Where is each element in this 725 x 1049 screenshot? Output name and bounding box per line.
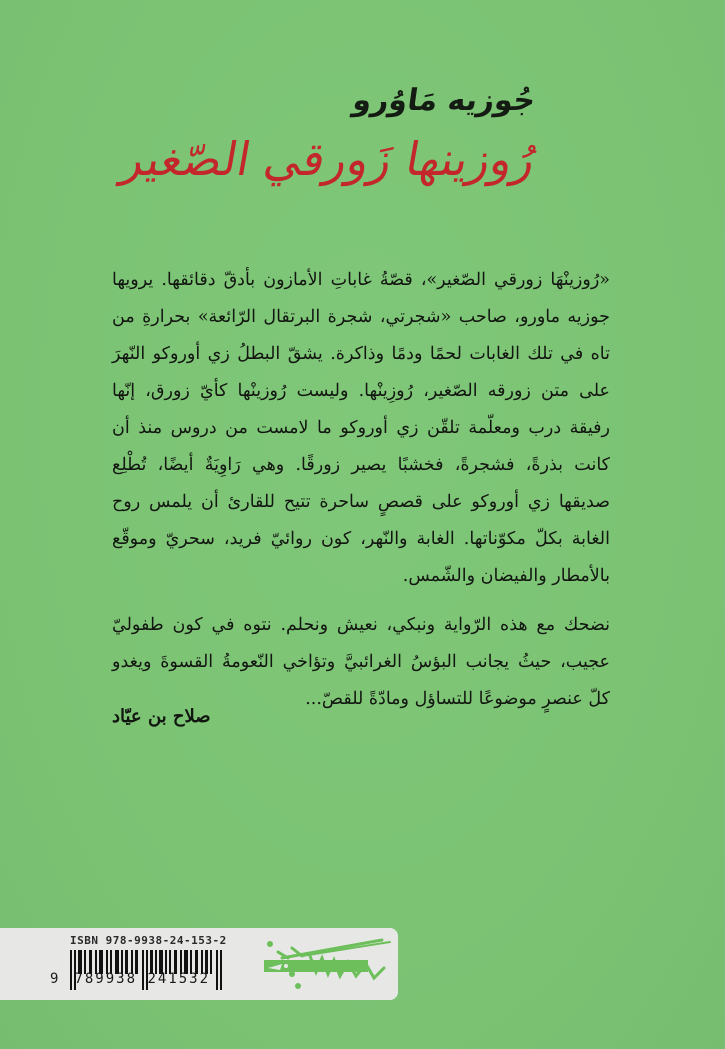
publisher-logo-icon bbox=[262, 934, 394, 994]
barcode-lead-digit: 9 bbox=[50, 971, 61, 987]
blurb-signature: صلاح بن عيّاد bbox=[112, 706, 211, 727]
book-title: رُوزينها زَورقي الصّغير bbox=[117, 132, 540, 186]
isbn-label: ISBN 978-9938-24-153-2 bbox=[70, 934, 227, 947]
barcode-number: 789938 241532 bbox=[74, 971, 211, 987]
blurb-paragraph-2: نضحك مع هذه الرّواية ونبكي، نعيش ونحلم. نتوه في كون طفوليّ عجيب، حيثُ يجانب البؤسُ الغرائبيَّ وتؤاخي النّعومةُ القسوةَ ويغدو كلّ عنصرٍ موضوعًا للتساؤل ومادّةً للقصّ... bbox=[112, 615, 610, 709]
author-name: جُوزيه مَاوُرو bbox=[350, 83, 538, 118]
blurb-text bbox=[112, 262, 610, 730]
barcode-digits bbox=[50, 971, 210, 987]
barcode-strip bbox=[0, 928, 398, 1000]
blurb-paragraph-1: «رُوزينْهَا زورقي الصّغير»، قصّةُ غاباتِ الأمازون بأدقّ دقائقها. يرويها جوزيه ماورو، صاحب «شجرتي، شجرة البرتقال الرّائعة» بحرارةِ من تاه في تلك الغابات لحمًا ودمًا وذاكرة. يشقّ البطلُ زي أوروكو النّهرَ على متن زورقه الصّغير، رُوزِينْها. وليست رُوزينْها كأيّ زورق، إنّها رفيقة درب ومعلّمة تلقّن زي أوروكو ما لامست من دروس منذ أن كانت بذرةً، فشجرةً، فخشبًا يصير زورقًا. وهي رَاوِيَةٌ أيضًا، تُطْلِع صديقها زي أوروكو على قصصٍ ساحرة تتيح للقارئ أن يلمس روح الغابة بكلّ مكوّناتها. الغابة والنّهر، كون روائيّ فريد، سحريّ وموقّع بالأمطار والفيضان والشّمس. bbox=[112, 270, 610, 586]
